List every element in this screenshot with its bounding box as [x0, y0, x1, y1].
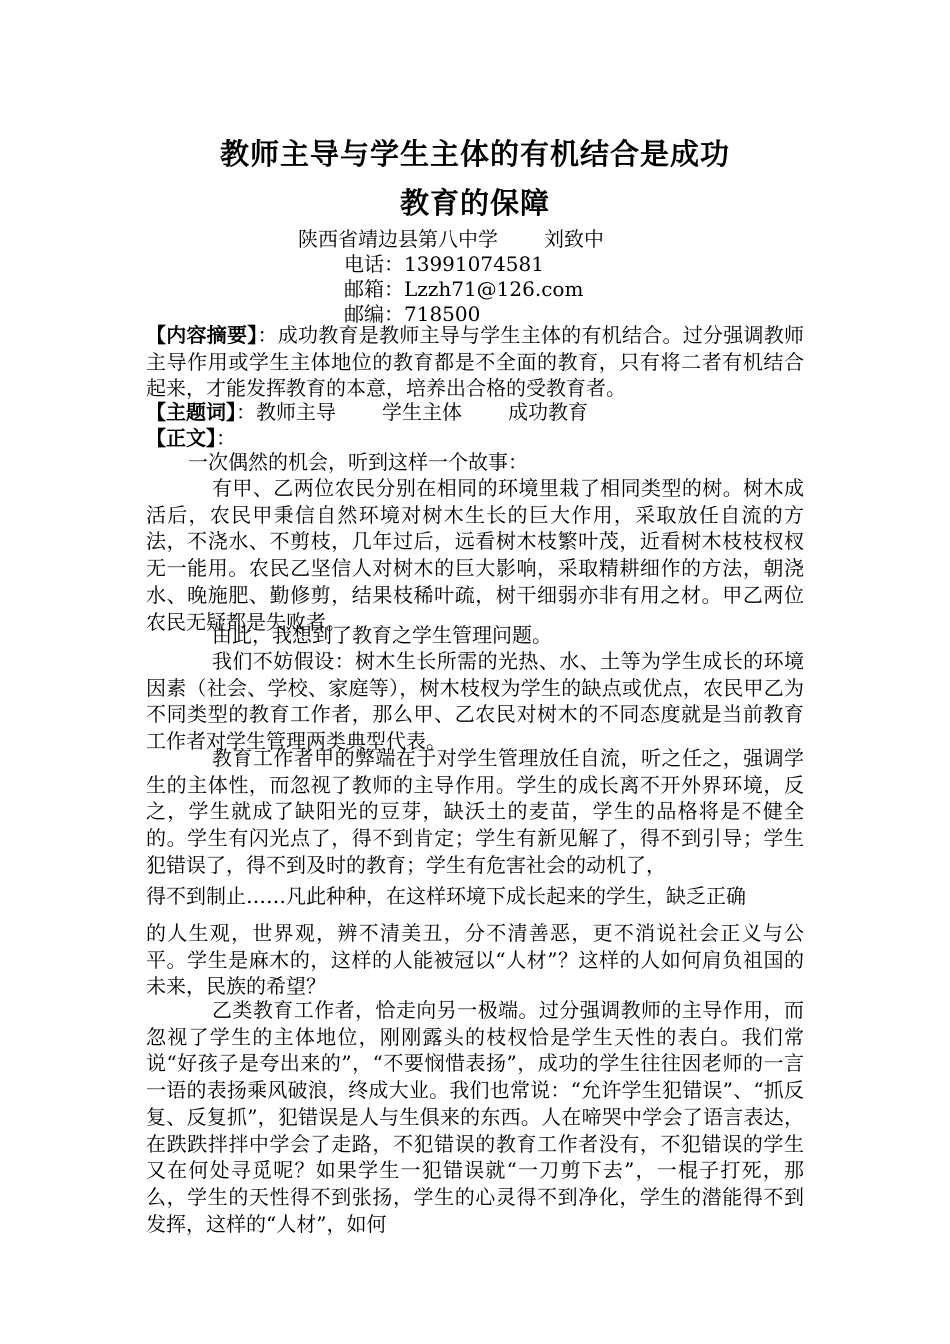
abstract-paragraph	[146, 322, 804, 402]
contact-postcode: 邮编：718500	[344, 302, 481, 326]
keyword-item: 成功教育	[508, 400, 588, 424]
body-paragraph-3: 由此，我想到了教育之学生管理问题。	[212, 623, 552, 647]
body-paragraph-5-cont2: 的人生观，世界观，辨不清美丑，分不清善恶，更不消说社会正义与公平。学生是麻木的，这样的人能被冠以“人材”？这样的人如何肩负祖国的未来，民族的希望？	[146, 921, 804, 999]
body-paragraph-6: 乙类教育工作者，恰走向另一极端。过分强调教师的主导作用，而忽视了学生的主体地位，刚刚露头的枝杈恰是学生天性的表白。我们常说“好孩子是夸出来的”，“不要悯惜表扬”，成功的学生往往因老师的一言一语的表扬乘风破浪，终成大业。我们也常说：“允许学生犯错误”、“抓反复、反复抓”，犯错误是人与生俱来的东西。人在啼哭中学会了语言表达，在跌跌拌拌中学会了走路，不犯错误的教育工作者没有，不犯错误的学生又在何处寻觅呢？如果学生一犯错误就“一刀剪下去”，一棍子打死，那么，学生的天性得不到张扬，学生的心灵得不到净化，学生的潜能得不到发挥，这样的“人材”，如何	[146, 998, 804, 1236]
contact-email: 邮箱：Lzzh71@126.com	[344, 277, 584, 301]
keywords-label: 【主题词】	[146, 400, 236, 424]
keyword-item: 教师主导	[256, 400, 336, 424]
body-label-sep: ：	[216, 426, 236, 450]
contact-phone: 电话：13991074581	[344, 252, 544, 276]
body-paragraph-4: 我们不妨假设：树木生长所需的光热、水、土等为学生成长的环境因素（社会、学校、家庭等），树木枝杈为学生的缺点或优点，农民甲乙为不同类型的教育工作者，那么甲、乙农民对树木的不同态度就是当前教育工作者对学生管理两类典型代表。	[146, 649, 804, 754]
body-paragraph-1: 一次偶然的机会，听到这样一个故事：	[188, 450, 528, 474]
document-title-line1: 教师主导与学生主体的有机结合是成功	[219, 137, 730, 171]
keywords-line	[146, 399, 588, 425]
keyword-item: 学生主体	[382, 400, 462, 424]
body-paragraph-2: 有甲、乙两位农民分别在相同的环境里栽了相同类型的树。树木成活后，农民甲秉信自然环境对树木生长的巨大作用，采取放任自流的方法，不浇水、不剪枝，几年过后，远看树木枝繁叶茂，近看树木枝枝杈杈无一能用。农民乙坚信人对树木的巨大影响，采取精耕细作的方法，朝浇水、晚施肥、勤修剪，结果枝稀叶疏，树干细弱亦非有用之材。甲乙两位农民无疑都是失败者。	[146, 476, 804, 634]
keywords-sep: ：	[236, 400, 256, 424]
author-name: 刘致中	[544, 227, 604, 251]
author-line	[298, 226, 604, 252]
author-affiliation: 陕西省靖边县第八中学	[298, 227, 498, 251]
body-paragraph-5-cont: 得不到制止……凡此种种，在这样环境下成长起来的学生，缺乏正确	[146, 884, 746, 908]
body-label: 【正文】	[146, 426, 216, 450]
abstract-label: 【内容摘要】	[146, 323, 258, 347]
body-paragraph-5: 教育工作者甲的弊端在于对学生管理放任自流，听之任之，强调学生的主体性，而忽视了教师的主导作用。学生的成长离不开外界环境，反之，学生就成了缺阳光的豆芽，缺沃土的麦苗，学生的品格将是不健全的。学生有闪光点了，得不到肯定；学生有新见解了，得不到引导；学生犯错误了，得不到及时的教育；学生有危害社会的动机了，	[146, 746, 804, 877]
document-title-line2: 教育的保障	[399, 186, 550, 220]
abstract-text: ：成功教育是教师主导与学生主体的有机结合。过分强调教师主导作用或学生主体地位的教育都是不全面的教育，只有将二者有机结合起来，才能发挥教育的本意，培养出合格的受教育者。	[146, 323, 804, 401]
body-label-line	[146, 425, 236, 451]
